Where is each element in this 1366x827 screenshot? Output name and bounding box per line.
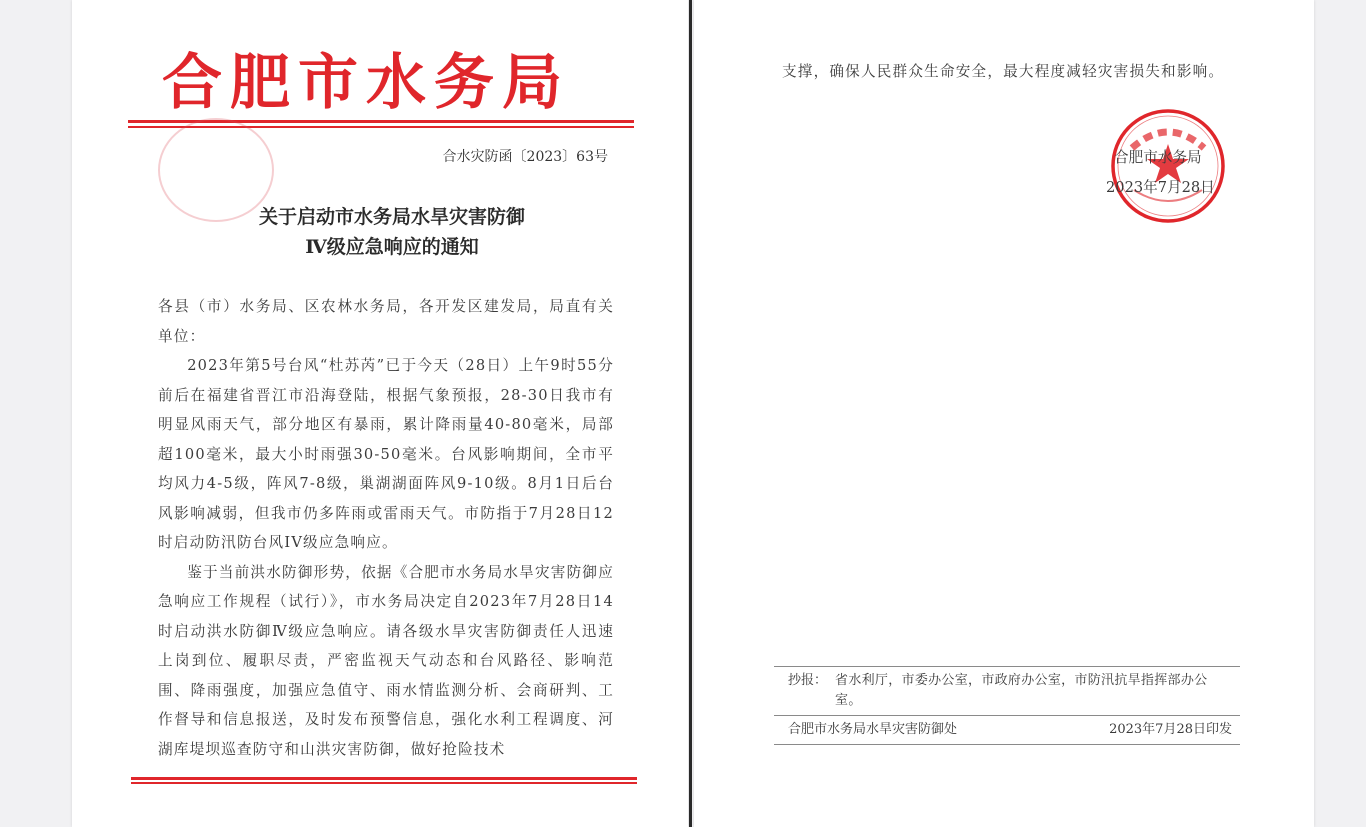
issue-date: 2023年7月28日印发 xyxy=(1109,722,1232,737)
document-page-right xyxy=(694,0,1314,827)
signature-date: 2023年7月28日 xyxy=(1106,179,1215,196)
issuing-department: 合肥市水务局水旱灾害防御处 xyxy=(788,722,958,737)
footer-red-rule-thin xyxy=(131,782,637,784)
salutation: 各县（市）水务局、区农林水务局，各开发区建发局，局直有关单位： xyxy=(158,298,614,345)
issue-row xyxy=(774,716,1240,744)
document-title-line1: 关于启动市水务局水旱灾害防御 xyxy=(258,206,525,228)
masthead-title: 合肥市水务局 xyxy=(162,48,570,118)
paragraph-1: 2023年第5号台风“杜苏芮”已于今天（28日）上午9时55分前后在福建省晋江市沿海登陆，根据气象预报，28-30日我市有明显风雨天气，部分地区有暴雨，累计降雨量40-80毫米，局部超100毫米，最大小时雨强30-50毫米。台风影响期间，全市平均风力4-5级，阵风7-8级，巢湖湖面阵风9-10级。8月1日后台风影响减弱，但我市仍多阵雨或雷雨天气。市防指于7月28日12时启动防汛防台风IV级应急响应。 xyxy=(158,357,614,551)
document-body xyxy=(158,292,614,764)
page-gutter xyxy=(689,0,692,827)
cc-label: 抄报： xyxy=(788,673,828,688)
paragraph-2: 鉴于当前洪水防御形势，依据《合肥市水务局水旱灾害防御应急响应工作规程（试行）》，市水务局决定自2023年7月28日14时启动洪水防御Ⅳ级应急响应。请各级水旱灾害防御责任人迅速上岗到位、履职尽责，严密监视天气动态和台风路径、影响范围、降雨强度，加强应急值守、雨水情监测分析、会商研判、工作督导和信息报送，及时发布预警信息，强化水利工程调度、河湖库堤坝巡查防守和山洪灾害防御，做好抢险技术 xyxy=(158,563,614,758)
cc-row xyxy=(774,667,1240,715)
document-page-left xyxy=(72,0,688,827)
document-number: 合水灾防函〔2023〕63号 xyxy=(442,149,608,165)
divider-line xyxy=(774,744,1240,745)
signature-organization: 合肥市水务局 xyxy=(1114,149,1202,166)
distribution-block xyxy=(774,666,1240,745)
document-title-line2: Ⅳ级应急响应的通知 xyxy=(305,236,479,258)
footer-red-rule xyxy=(131,777,637,780)
cc-recipients: 省水利厅，市委办公室，市政府办公室，市防汛抗旱指挥部办公室。 xyxy=(835,673,1208,708)
paragraph-continuation: 支撑，确保人民群众生命安全，最大程度减轻灾害损失和影响。 xyxy=(782,63,1225,80)
